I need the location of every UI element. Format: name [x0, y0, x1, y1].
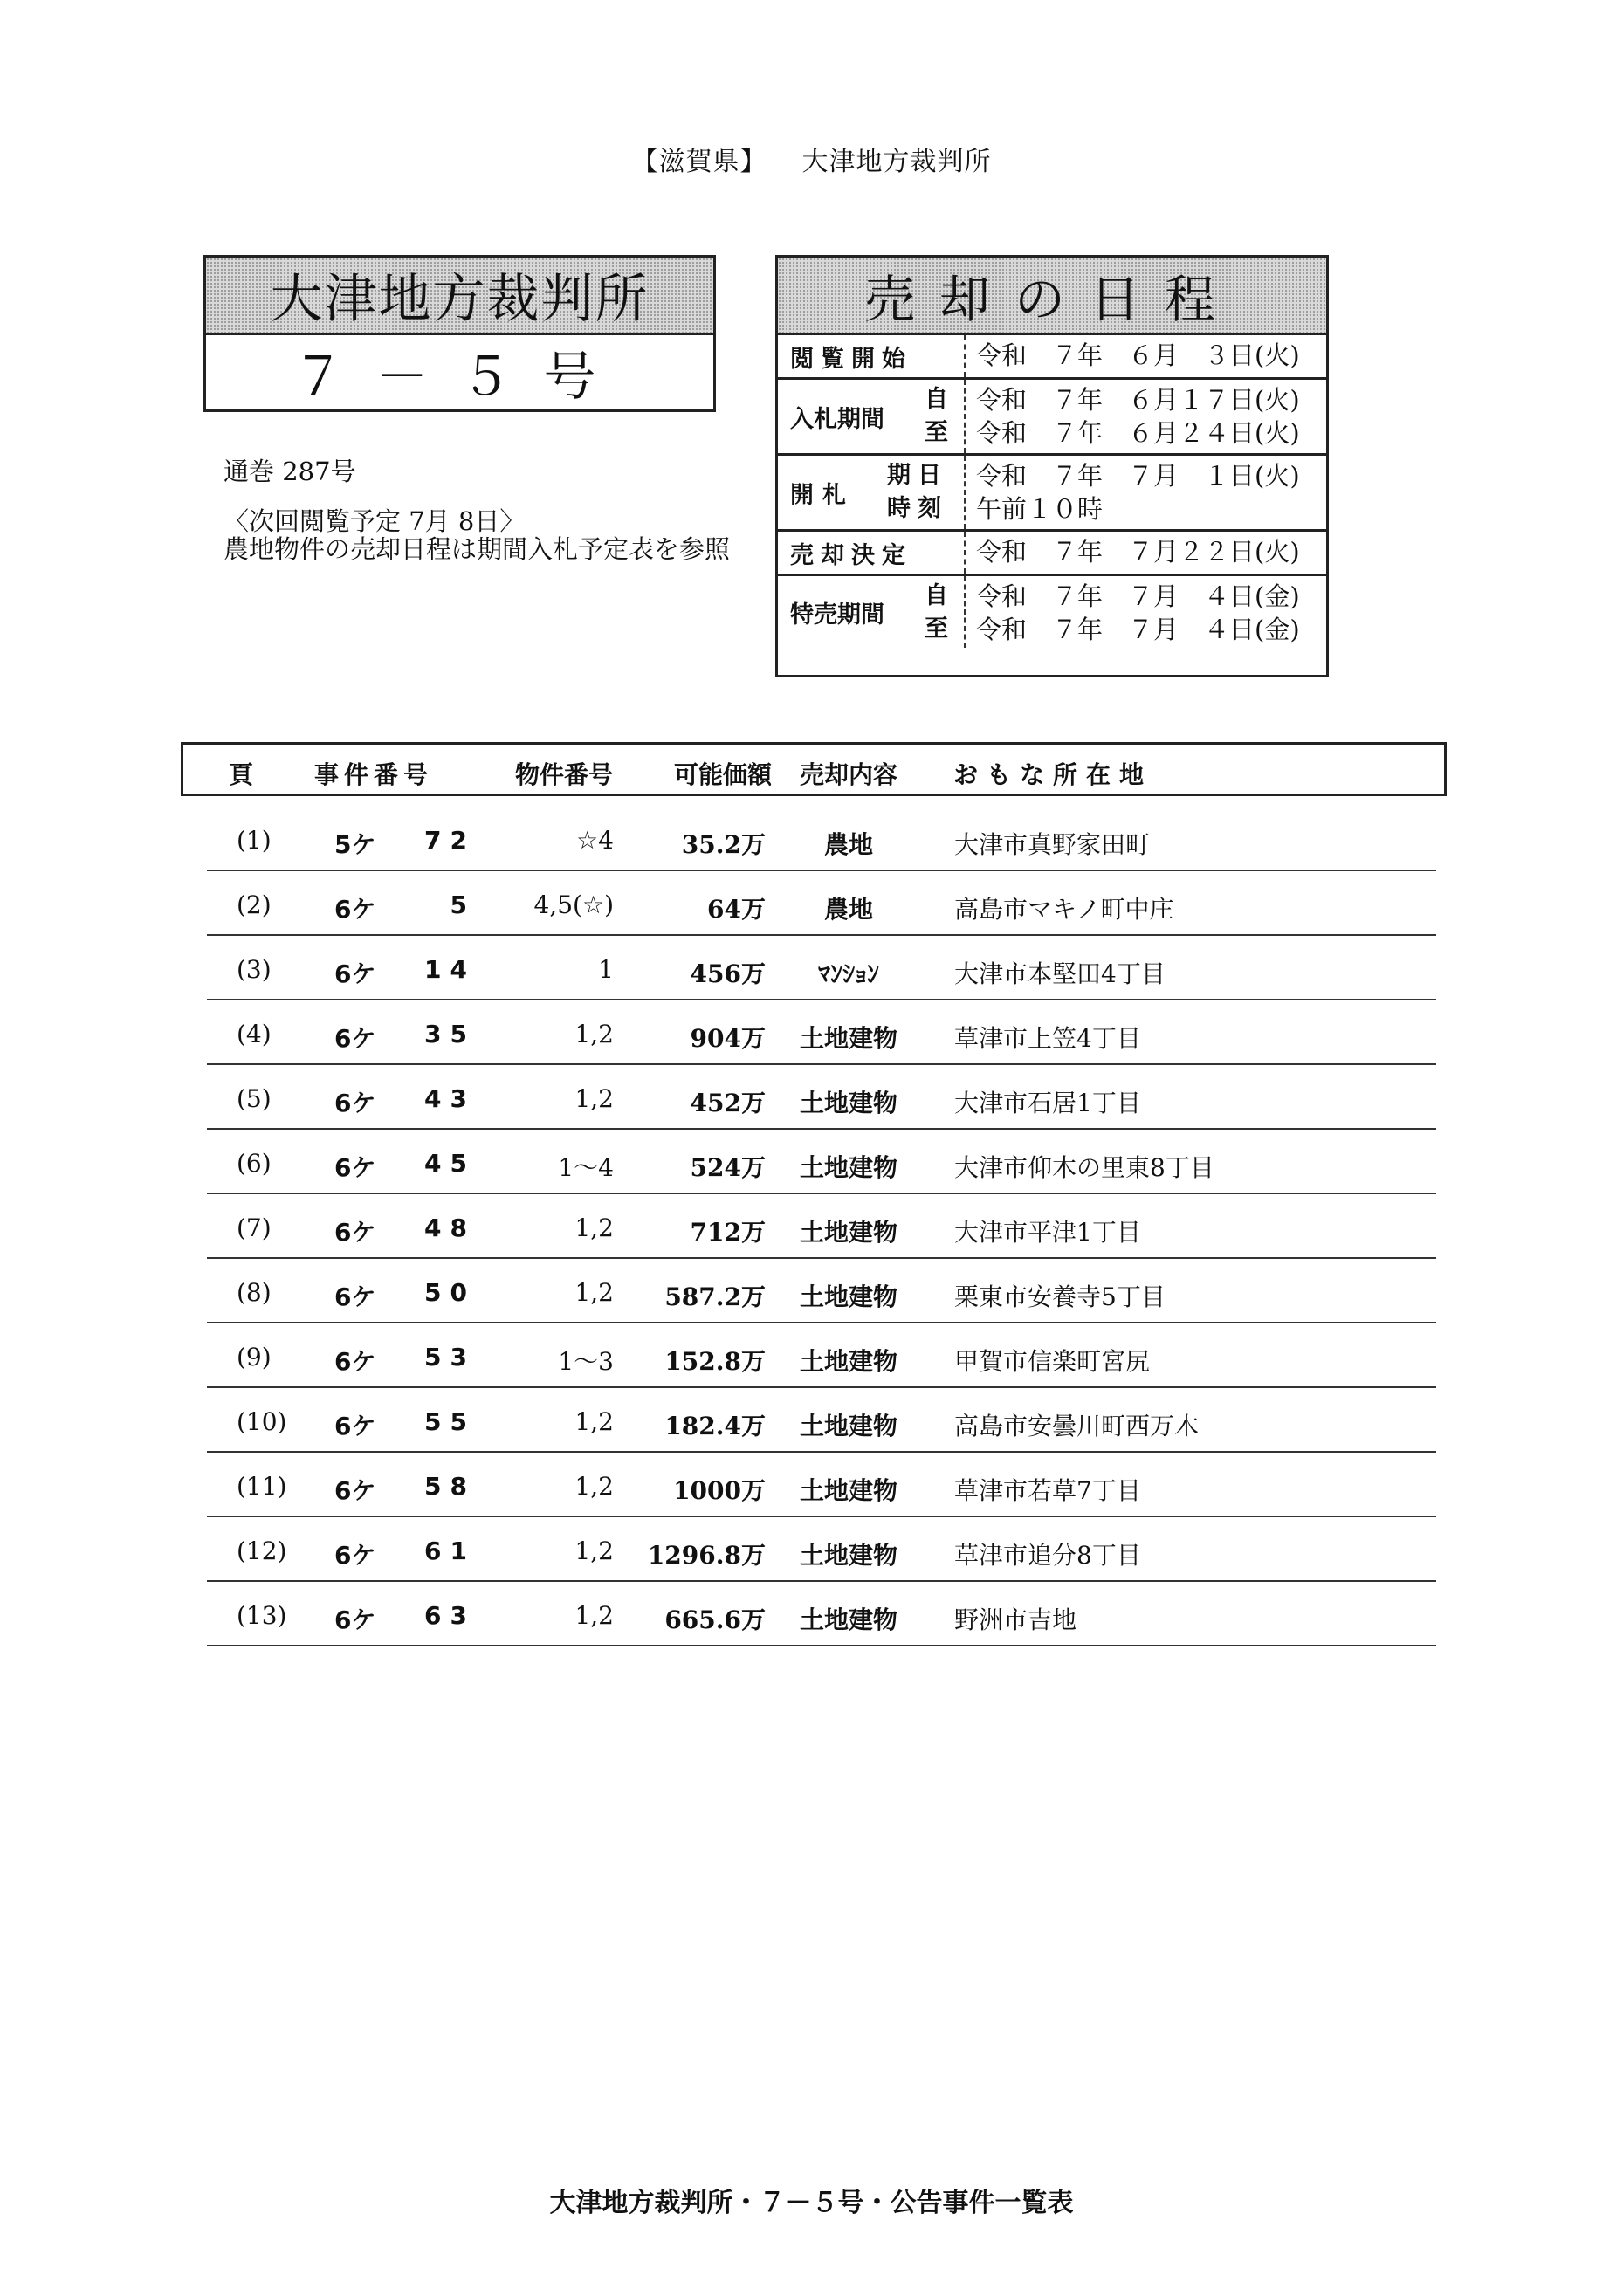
row-page: (9): [237, 1343, 272, 1371]
row-page: (1): [237, 826, 272, 855]
row-case-prefix: 6ケ: [334, 1541, 376, 1570]
row-address: 草津市追分8丁目: [954, 1541, 1141, 1570]
row-case-prefix: 6ケ: [334, 1089, 376, 1117]
row-case-prefix: 6ケ: [334, 1476, 376, 1505]
row-sale-type: 土地建物: [799, 1024, 897, 1053]
table-row: [207, 1388, 1436, 1453]
volume-number: 通巻 287号: [224, 457, 356, 486]
header-sale-type: 売却内容: [800, 760, 898, 789]
table-row: [207, 1453, 1436, 1517]
schedule-row-special-sale: [778, 576, 1326, 648]
row-case-prefix: 6ケ: [334, 1412, 376, 1440]
row-address: 大津市本堅田4丁目: [954, 959, 1166, 988]
row-sale-type: ﾏﾝｼｮﾝ: [817, 959, 879, 988]
table-row: [207, 1582, 1436, 1646]
row-case-prefix: 6ケ: [334, 1218, 376, 1247]
table-row: [207, 1000, 1436, 1065]
court-title-box: [203, 255, 716, 412]
row-property-number: 1〜3: [558, 1347, 614, 1376]
schedule-label: 入札期間: [790, 405, 884, 433]
row-case-number: 55: [424, 1407, 476, 1436]
row-sale-type: 土地建物: [799, 1347, 897, 1376]
next-viewing-notice: 〈次回閲覧予定 7月 8日〉: [224, 506, 526, 536]
table-row: [207, 1065, 1436, 1130]
prefecture-label: 【滋賀県】: [631, 147, 767, 177]
row-price: 152.8万: [664, 1347, 766, 1376]
row-address: 大津市石居1丁目: [954, 1089, 1141, 1117]
row-property-number: 1: [598, 955, 614, 984]
schedule-sublabel: 自: [925, 582, 948, 609]
row-case-prefix: 6ケ: [334, 959, 376, 988]
schedule-date: 令和 ７年 ７月 ４日(金): [976, 615, 1300, 644]
row-address: 草津市若草7丁目: [954, 1476, 1141, 1505]
header-property-number: 物件番号: [515, 760, 614, 789]
row-page: (5): [237, 1084, 272, 1113]
table-row: [207, 1194, 1436, 1259]
farmland-note: 農地物件の売却日程は期間入札予定表を参照: [224, 534, 731, 564]
row-case-number: 50: [424, 1278, 476, 1307]
schedule-row-viewing-start: [778, 335, 1326, 380]
row-address: 高島市マキノ町中庄: [954, 895, 1174, 924]
row-sale-type: 土地建物: [799, 1218, 897, 1247]
court-label: 大津地方裁判所: [801, 147, 992, 177]
row-page: (10): [237, 1407, 287, 1436]
table-row: [207, 1323, 1436, 1388]
row-sale-type: 農地: [823, 895, 873, 924]
row-case-prefix: 6ケ: [334, 1024, 376, 1053]
row-case-number: 5: [450, 890, 476, 919]
row-sale-type: 土地建物: [799, 1089, 897, 1117]
row-property-number: 1,2: [574, 1601, 614, 1630]
row-page: (4): [237, 1020, 272, 1048]
schedule-sublabel: 至: [925, 615, 948, 643]
row-sale-type: 土地建物: [799, 1282, 897, 1311]
row-page: (12): [237, 1536, 287, 1565]
schedule-row-bidding-period: [778, 380, 1326, 456]
row-address: 草津市上笠4丁目: [954, 1024, 1141, 1053]
schedule-date: 令和 ７年 ６月 ３日(火): [976, 340, 1300, 370]
row-price: 904万: [690, 1024, 766, 1053]
notes: [224, 507, 730, 563]
schedule-row-bid-opening: [778, 456, 1326, 532]
row-price: 1296.8万: [647, 1541, 766, 1570]
row-sale-type: 土地建物: [799, 1605, 897, 1634]
row-page: (6): [237, 1149, 272, 1178]
row-address: 栗東市安養寺5丁目: [954, 1282, 1166, 1311]
row-page: (7): [237, 1213, 272, 1242]
schedule-row-sale-decision: [778, 532, 1326, 576]
schedule-date: 令和 ７年 ６月２４日(火): [976, 418, 1300, 448]
header-address: おもな所在地: [953, 760, 1153, 789]
row-sale-type: 土地建物: [799, 1541, 897, 1570]
row-page: (8): [237, 1278, 272, 1307]
row-property-number: 4,5(☆): [533, 890, 614, 919]
row-property-number: 1,2: [574, 1536, 614, 1565]
court-name: 大津地方裁判所: [206, 258, 713, 335]
schedule-sublabel: 至: [925, 419, 948, 446]
schedule-date: 令和 ７年 ６月１７日(火): [976, 385, 1300, 415]
row-price: 182.4万: [664, 1412, 766, 1440]
row-sale-type: 農地: [823, 830, 873, 859]
row-address: 大津市平津1丁目: [954, 1218, 1141, 1247]
row-price: 524万: [690, 1153, 766, 1182]
table-row: [207, 936, 1436, 1000]
schedule-sublabel: 自: [925, 386, 948, 413]
schedule-sublabel: 時刻: [887, 495, 948, 522]
table-row: [207, 1517, 1436, 1582]
schedule-date: 令和 ７年 ７月 １日(火): [976, 461, 1300, 491]
case-table-header: [181, 742, 1447, 796]
row-property-number: 1〜4: [558, 1153, 614, 1182]
row-address: 大津市仰木の里東8丁目: [954, 1153, 1214, 1182]
row-case-prefix: 6ケ: [334, 1347, 376, 1376]
row-property-number: 1,2: [574, 1084, 614, 1113]
schedule-label: 閲覧開始: [790, 345, 912, 373]
schedule-date: 令和 ７年 ７月２２日(火): [976, 537, 1300, 567]
table-row: [207, 1259, 1436, 1323]
row-case-number: 45: [424, 1149, 476, 1178]
row-case-number: 72: [424, 826, 476, 855]
header-case-number: 事件番号: [314, 760, 434, 789]
row-price: 456万: [690, 959, 766, 988]
schedule-title: 売却の日程: [778, 258, 1326, 335]
table-row: [207, 871, 1436, 936]
row-case-number: 53: [424, 1343, 476, 1371]
row-price: 452万: [690, 1089, 766, 1117]
row-price: 587.2万: [664, 1282, 766, 1311]
row-price: 35.2万: [681, 830, 766, 859]
header-page: 頁: [229, 760, 254, 789]
row-case-number: 35: [424, 1020, 476, 1048]
row-case-prefix: 6ケ: [334, 1605, 376, 1634]
row-page: (13): [237, 1601, 287, 1630]
row-address: 高島市安曇川町西万木: [954, 1412, 1200, 1440]
row-case-number: 43: [424, 1084, 476, 1113]
page-header: [0, 140, 1623, 178]
row-property-number: 1,2: [574, 1407, 614, 1436]
row-case-prefix: 6ケ: [334, 895, 376, 924]
row-page: (11): [237, 1472, 287, 1501]
case-table-body: [207, 807, 1436, 1646]
row-price: 665.6万: [664, 1605, 766, 1634]
row-property-number: 1,2: [574, 1472, 614, 1501]
row-property-number: 1,2: [574, 1213, 614, 1242]
row-sale-type: 土地建物: [799, 1412, 897, 1440]
row-case-number: 14: [424, 955, 476, 984]
row-case-prefix: 6ケ: [334, 1153, 376, 1182]
row-case-number: 48: [424, 1213, 476, 1242]
row-sale-type: 土地建物: [799, 1153, 897, 1182]
schedule-label: 開札: [790, 481, 855, 509]
table-row: [207, 807, 1436, 871]
row-property-number: 1,2: [574, 1278, 614, 1307]
row-case-number: 63: [424, 1601, 476, 1630]
schedule-sublabel: 期日: [887, 462, 948, 489]
issue-number: ７－５号: [292, 346, 628, 408]
row-property-number: ☆4: [576, 826, 614, 855]
row-price: 64万: [707, 895, 766, 924]
row-page: (2): [237, 890, 272, 919]
row-case-number: 58: [424, 1472, 476, 1501]
row-address: 甲賀市信楽町宮尻: [954, 1347, 1151, 1376]
row-page: (3): [237, 955, 272, 984]
row-case-prefix: 6ケ: [334, 1282, 376, 1311]
row-price: 1000万: [673, 1476, 766, 1505]
table-row: [207, 1130, 1436, 1194]
header-price: 可能価額: [674, 760, 773, 789]
page-footer: 大津地方裁判所・７－５号・公告事件一覧表: [549, 2188, 1074, 2218]
row-address: 大津市真野家田町: [954, 830, 1151, 859]
row-sale-type: 土地建物: [799, 1476, 897, 1505]
sale-schedule-box: [775, 255, 1329, 677]
row-address: 野洲市吉地: [954, 1605, 1077, 1634]
schedule-label: 売却決定: [790, 541, 912, 569]
row-case-prefix: 5ケ: [334, 830, 376, 859]
row-case-number: 61: [424, 1536, 476, 1565]
schedule-time: 午前１０時: [976, 494, 1104, 524]
row-price: 712万: [690, 1218, 766, 1247]
schedule-label: 特売期間: [790, 601, 884, 629]
schedule-date: 令和 ７年 ７月 ４日(金): [976, 581, 1300, 611]
row-property-number: 1,2: [574, 1020, 614, 1048]
